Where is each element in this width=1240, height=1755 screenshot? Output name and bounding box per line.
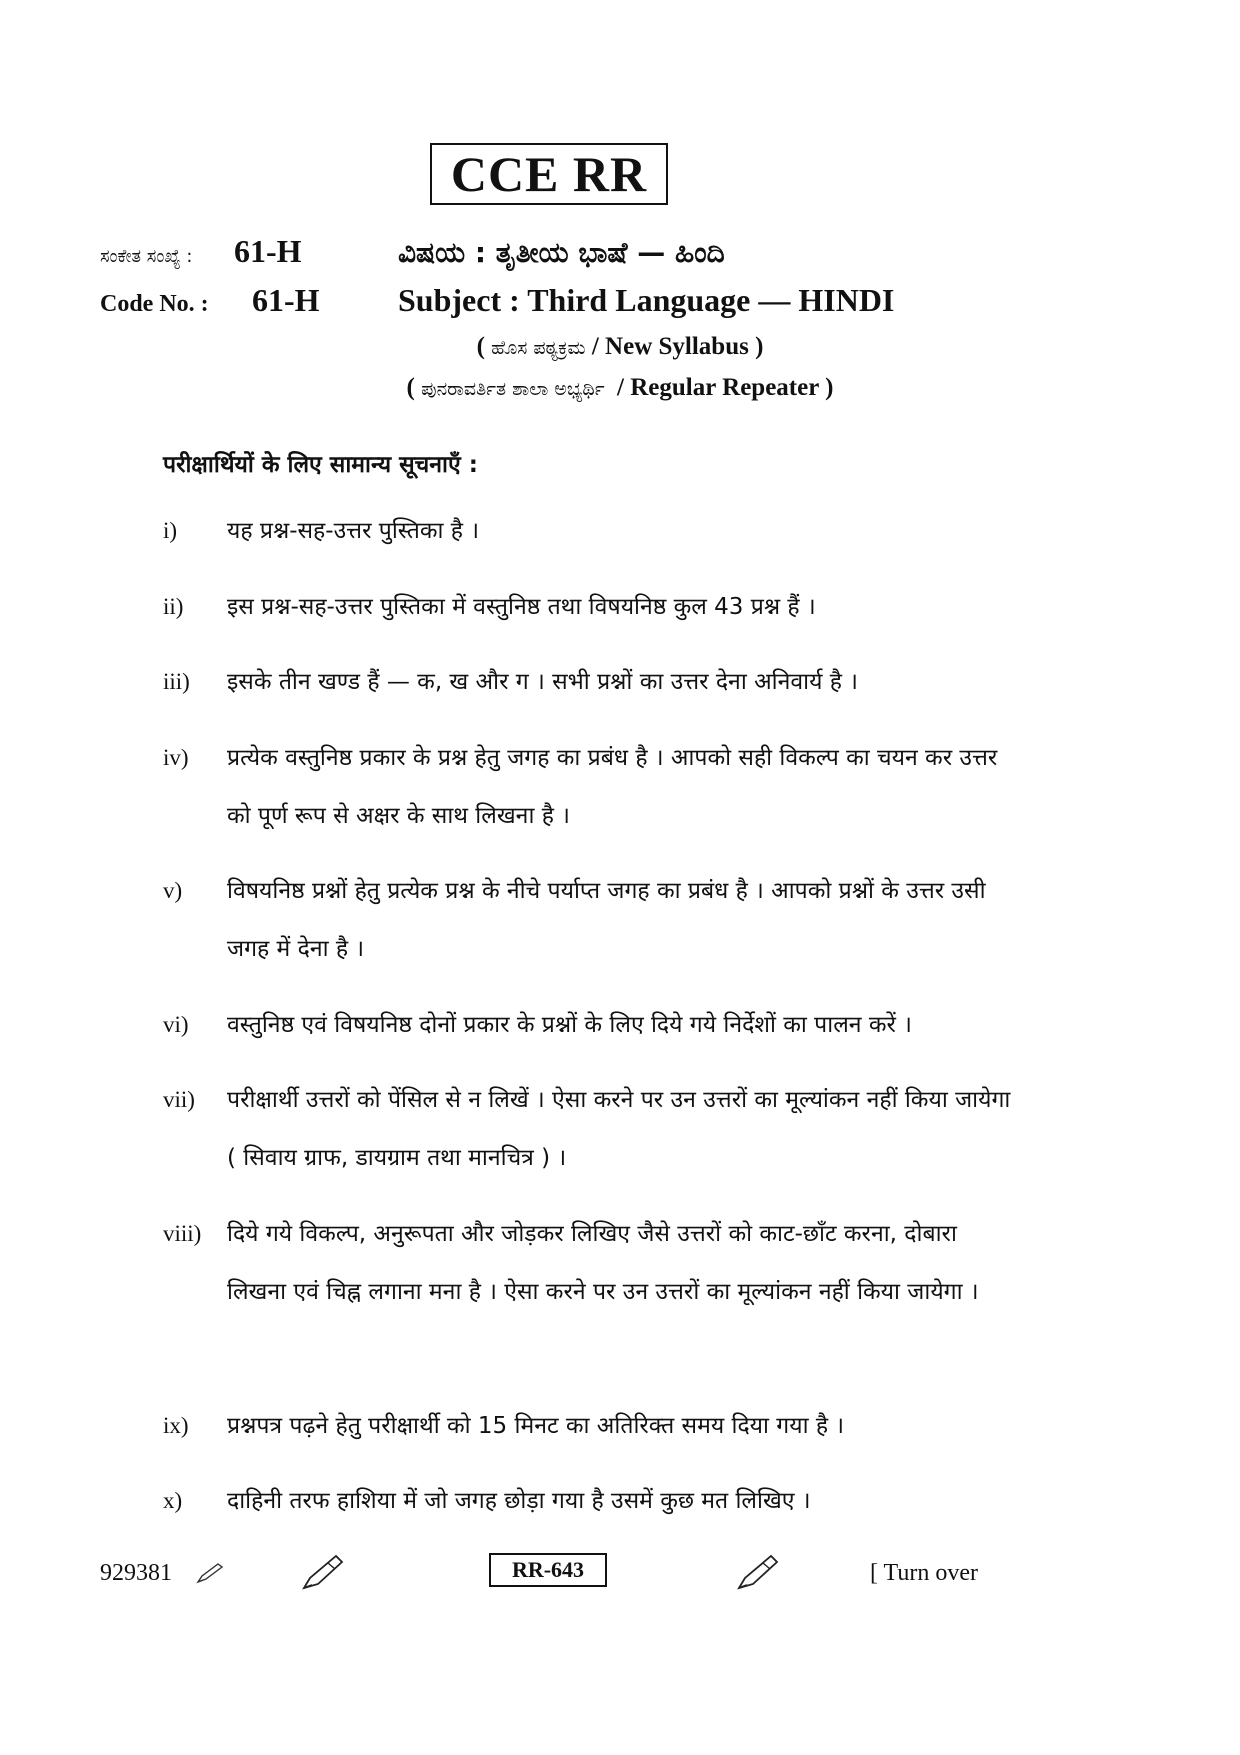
repeater-english: Regular Repeater xyxy=(630,374,819,401)
instruction-number: vii) xyxy=(163,1087,195,1112)
instruction-number: i) xyxy=(163,518,178,543)
instruction-number: v) xyxy=(163,878,183,903)
code-row-english xyxy=(100,282,1140,319)
instruction-item xyxy=(163,1071,1013,1187)
instruction-item xyxy=(163,729,1013,845)
code-label-kannada: ಸಂಕೇತ ಸಂಖ್ಯೆ : xyxy=(100,246,193,267)
instruction-text: परीक्षार्थी उत्तरों को पेंसिल से न लिखें । ऐसा करने पर उन उत्तरों का मूल्यांकन नहीं किया जायेगा ( सिवाय ग्राफ, डायग्राम तथा मानचित्र ) । xyxy=(227,1087,1011,1171)
code-label-english: Code No. : xyxy=(100,291,209,317)
instruction-item xyxy=(163,862,1013,978)
instruction-number: iv) xyxy=(163,745,189,770)
syllabus-line: ( ಹೊಸ ಪಠ್ಯಕ್ರಮ / New Syllabus ) xyxy=(476,333,764,360)
instruction-item xyxy=(163,996,1013,1054)
instruction-number: ii) xyxy=(163,594,184,619)
instruction-item xyxy=(163,1205,1013,1321)
instruction-text: यह प्रश्न-सह-उत्तर पुस्तिका है । xyxy=(227,518,480,544)
syllabus-english: New Syllabus xyxy=(605,333,749,360)
turn-over-note: [ Turn over xyxy=(870,1560,979,1586)
instruction-item xyxy=(163,1397,1013,1455)
syllabus-kannada: ಹೊಸ ಪಠ್ಯಕ್ರಮ xyxy=(491,337,586,359)
serial-number: 929381 xyxy=(100,1560,172,1586)
instruction-number: x) xyxy=(163,1488,183,1513)
pen-nib-icon xyxy=(735,1552,783,1596)
instruction-text: दिये गये विकल्प, अनुरूपता और जोड़कर लिखिए जैसे उत्तरों को काट-छाँट करना, दोबारा लिखना एवं चिह्न लगाना मना है । ऐसा करने पर उन उत्तरों का मूल्यांकन नहीं किया जायेगा । xyxy=(227,1221,979,1305)
repeater-kannada: ಪುನರಾವರ್ತಿತ ಶಾಲಾ ಅಭ್ಯರ್ಥಿ xyxy=(421,378,605,400)
code-value-kannada: 61-H xyxy=(234,233,302,269)
subject-kannada: ವಿಷಯ : ತೃತೀಯ ಭಾಷೆ — ಹಿಂದಿ xyxy=(398,236,725,269)
code-value-english: 61-H xyxy=(252,282,320,318)
instruction-number: iii) xyxy=(163,669,190,694)
instruction-item xyxy=(163,578,1013,636)
instruction-text: इसके तीन खण्ड हैं — क, ख और ग । सभी प्रश्नों का उत्तर देना अनिवार्य है । xyxy=(227,669,859,695)
instruction-text: दाहिनी तरफ हाशिया में जो जगह छोड़ा गया है उसमें कुछ मत लिखिए । xyxy=(227,1488,811,1514)
instruction-number: ix) xyxy=(163,1413,189,1438)
repeater-line: ( ಪುನರಾವರ್ತಿತ ಶಾಲಾ ಅಭ್ಯರ್ಥಿ / Regular Repeater ) xyxy=(406,374,834,401)
document-title: CCE RR xyxy=(430,143,668,205)
instruction-text: विषयनिष्ठ प्रश्नों हेतु प्रत्येक प्रश्न के नीचे पर्याप्त जगह का प्रबंध है । आपको प्रश्नों के उत्तर उसी जगह में देना है । xyxy=(227,878,986,962)
instruction-text: प्रत्येक वस्तुनिष्ठ प्रकार के प्रश्न हेतु जगह का प्रबंध है । आपको सही विकल्प का चयन कर उत्तर को पूर्ण रूप से अक्षर के साथ लिखना है । xyxy=(227,745,998,829)
instruction-text: वस्तुनिष्ठ एवं विषयनिष्ठ दोनों प्रकार के प्रश्नों के लिए दिये गये निर्देशों का पालन करें । xyxy=(227,1012,912,1038)
instruction-item xyxy=(163,653,1013,711)
pen-nib-icon xyxy=(196,1562,224,1588)
subject-english: Subject : Third Language — HINDI xyxy=(398,282,895,318)
instruction-number: viii) xyxy=(163,1221,202,1246)
instruction-text: प्रश्नपत्र पढ़ने हेतु परीक्षार्थी को 15 मिनट का अतिरिक्त समय दिया गया है । xyxy=(227,1413,845,1439)
code-row-kannada xyxy=(100,233,1140,270)
instructions-heading: परीक्षार्थियों के लिए सामान्य सूचनाएँ : xyxy=(163,452,478,478)
pen-nib-icon xyxy=(300,1552,348,1596)
instruction-item xyxy=(163,502,1013,560)
instruction-number: vi) xyxy=(163,1012,189,1037)
instruction-text: इस प्रश्न-सह-उत्तर पुस्तिका में वस्तुनिष्ठ तथा विषयनिष्ठ कुल 43 प्रश्न हैं । xyxy=(227,594,816,620)
instruction-item xyxy=(163,1472,1013,1530)
paper-code-box: RR-643 xyxy=(489,1553,607,1587)
